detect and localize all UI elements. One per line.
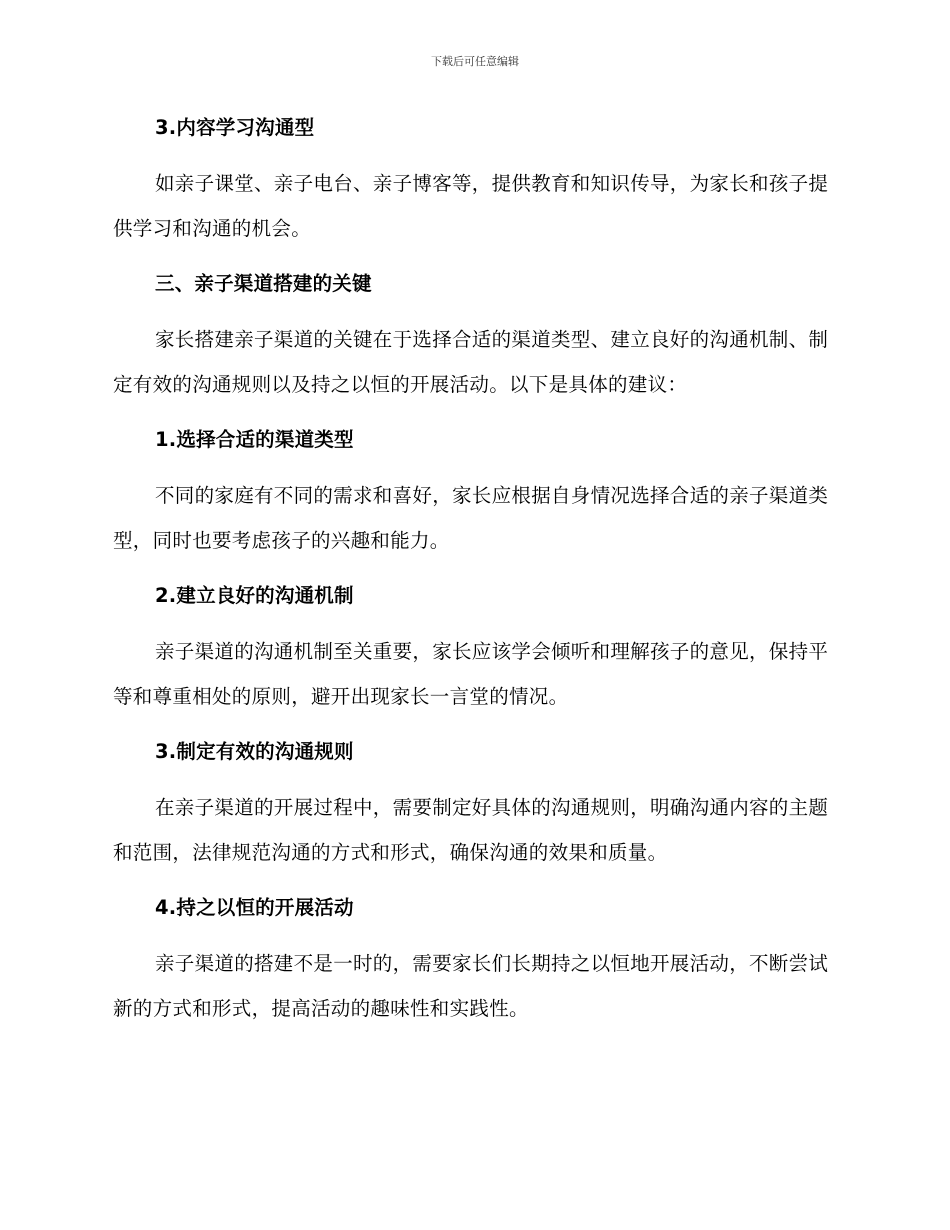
section-heading-communication-rules: 3.制定有效的沟通规则	[155, 740, 354, 763]
section-paragraph-persistent-activities: 亲子渠道的搭建不是一时的，需要家长们长期持之以恒地开展活动，不断尝试新的方式和形式，提高活动的趣味性和实践性。	[113, 952, 829, 1020]
section-paragraph-choose-channel: 不同的家庭有不同的需求和喜好，家长应根据自身情况选择合适的亲子渠道类型，同时也要考虑孩子的兴趣和能力。	[113, 484, 829, 552]
section-paragraph-channel-keys: 家长搭建亲子渠道的关键在于选择合适的渠道类型、建立良好的沟通机制、制定有效的沟通规则以及持之以恒的开展活动。以下是具体的建议：	[113, 328, 829, 396]
document-body	[113, 110, 833, 1031]
page-header: 下载后可任意编辑	[431, 55, 519, 68]
section-heading-content-learning: 3.内容学习沟通型	[155, 116, 315, 139]
section-heading-persistent-activities: 4.持之以恒的开展活动	[155, 896, 354, 919]
section-heading-channel-keys: 三、亲子渠道搭建的关键	[155, 272, 372, 295]
section-heading-choose-channel: 1.选择合适的渠道类型	[155, 428, 354, 451]
section-paragraph-content-learning: 如亲子课堂、亲子电台、亲子博客等，提供教育和知识传导，为家长和孩子提供学习和沟通的机会。	[113, 172, 829, 240]
section-heading-communication-mechanism: 2.建立良好的沟通机制	[155, 584, 354, 607]
section-paragraph-communication-rules: 在亲子渠道的开展过程中，需要制定好具体的沟通规则，明确沟通内容的主题和范围，法律规范沟通的方式和形式，确保沟通的效果和质量。	[113, 796, 829, 864]
section-paragraph-communication-mechanism: 亲子渠道的沟通机制至关重要，家长应该学会倾听和理解孩子的意见，保持平等和尊重相处的原则，避开出现家长一言堂的情况。	[113, 640, 829, 708]
